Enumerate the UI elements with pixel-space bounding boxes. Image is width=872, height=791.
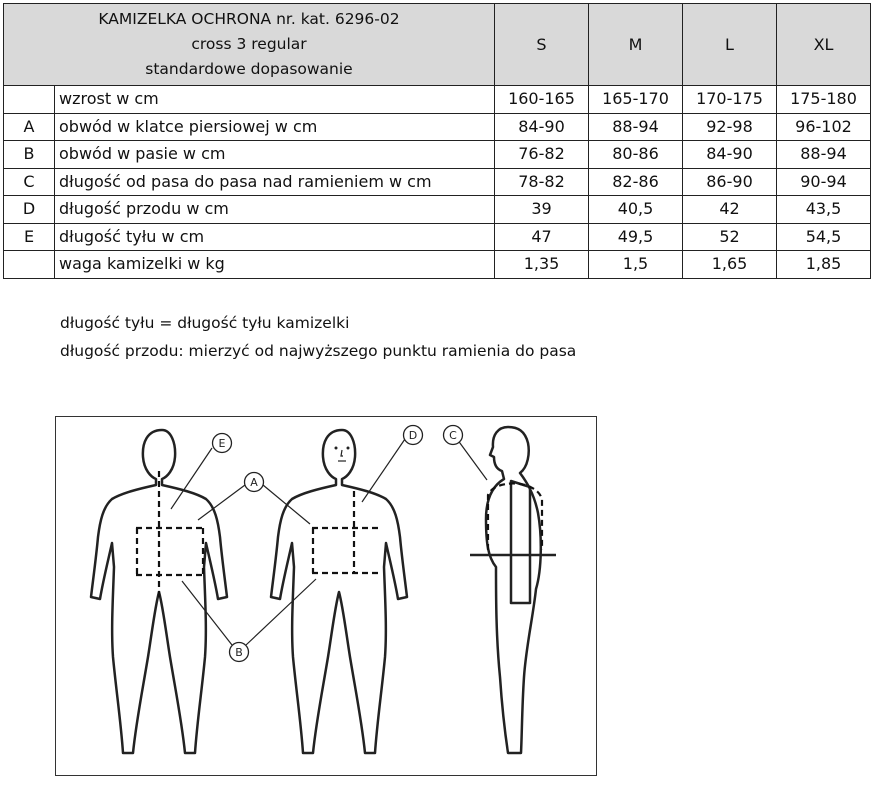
row-label: wzrost w cm [55, 86, 495, 114]
value-xl: 90-94 [777, 168, 871, 196]
value-s: 76-82 [495, 141, 589, 169]
row-letter [4, 86, 55, 114]
leader-c [457, 439, 487, 480]
svg-text:E: E [218, 437, 226, 450]
callout-b [230, 643, 249, 662]
table-row [4, 141, 871, 169]
value-m: 1,5 [589, 251, 683, 279]
value-m: 88-94 [589, 113, 683, 141]
row-letter: C [4, 168, 55, 196]
row-label: długość od pasa do pasa nad ramieniem w cm [55, 168, 495, 196]
body-figures-drawing [56, 417, 596, 775]
value-m: 82-86 [589, 168, 683, 196]
value-s: 1,35 [495, 251, 589, 279]
front-view-figure [271, 430, 407, 753]
value-l: 1,65 [683, 251, 777, 279]
value-xl: 96-102 [777, 113, 871, 141]
value-s: 160-165 [495, 86, 589, 114]
table-row [4, 223, 871, 251]
value-l: 84-90 [683, 141, 777, 169]
row-letter: A [4, 113, 55, 141]
callout-e [213, 434, 232, 453]
row-letter: B [4, 141, 55, 169]
size-table [3, 3, 871, 279]
row-label: obwód w pasie w cm [55, 141, 495, 169]
measurement-diagram [55, 416, 597, 776]
value-xl: 54,5 [777, 223, 871, 251]
svg-text:D: D [408, 429, 418, 442]
row-label: waga kamizelki w kg [55, 251, 495, 279]
value-s: 39 [495, 196, 589, 224]
product-title-cell [4, 4, 495, 86]
size-header-l: L [683, 4, 777, 86]
leader-a-left [198, 485, 245, 520]
leader-a-right [263, 485, 310, 524]
callout-c [444, 426, 463, 445]
value-l: 42 [683, 196, 777, 224]
leader-b-left [182, 581, 232, 645]
value-xl: 1,85 [777, 251, 871, 279]
value-xl: 88-94 [777, 141, 871, 169]
value-s: 78-82 [495, 168, 589, 196]
value-m: 40,5 [589, 196, 683, 224]
product-title: KAMIZELKA OCHRONA nr. kat. 6296-02 [98, 10, 400, 28]
note-back-length: długość tyłu = długość tyłu kamizelki [60, 314, 350, 332]
value-m: 49,5 [589, 223, 683, 251]
product-fit: standardowe dopasowanie [145, 60, 353, 78]
callout-d [404, 426, 423, 445]
value-l: 92-98 [683, 113, 777, 141]
back-view-figure [91, 430, 227, 753]
size-header-xl: XL [777, 4, 871, 86]
table-row [4, 196, 871, 224]
row-letter: D [4, 196, 55, 224]
callout-a [245, 473, 264, 492]
row-label: długość przodu w cm [55, 196, 495, 224]
value-l: 86-90 [683, 168, 777, 196]
value-xl: 175-180 [777, 86, 871, 114]
table-row [4, 251, 871, 279]
row-label: długość tyłu w cm [55, 223, 495, 251]
row-letter: E [4, 223, 55, 251]
leader-d [362, 439, 405, 502]
size-header-s: S [495, 4, 589, 86]
size-header-m: M [589, 4, 683, 86]
table-row [4, 86, 871, 114]
value-s: 47 [495, 223, 589, 251]
value-s: 84-90 [495, 113, 589, 141]
table-header-row [4, 4, 871, 86]
value-l: 170-175 [683, 86, 777, 114]
table-row [4, 113, 871, 141]
svg-text:C: C [449, 429, 457, 442]
measurement-notes [60, 309, 576, 365]
note-front-length: długość przodu: mierzyć od najwyższego punktu ramienia do pasa [60, 342, 577, 360]
side-view-figure [470, 427, 556, 753]
table-row [4, 168, 871, 196]
row-letter [4, 251, 55, 279]
svg-text:B: B [235, 646, 243, 659]
value-m: 165-170 [589, 86, 683, 114]
value-m: 80-86 [589, 141, 683, 169]
product-model: cross 3 regular [191, 35, 307, 53]
svg-text:A: A [250, 476, 258, 489]
row-label: obwód w klatce piersiowej w cm [55, 113, 495, 141]
value-l: 52 [683, 223, 777, 251]
value-xl: 43,5 [777, 196, 871, 224]
